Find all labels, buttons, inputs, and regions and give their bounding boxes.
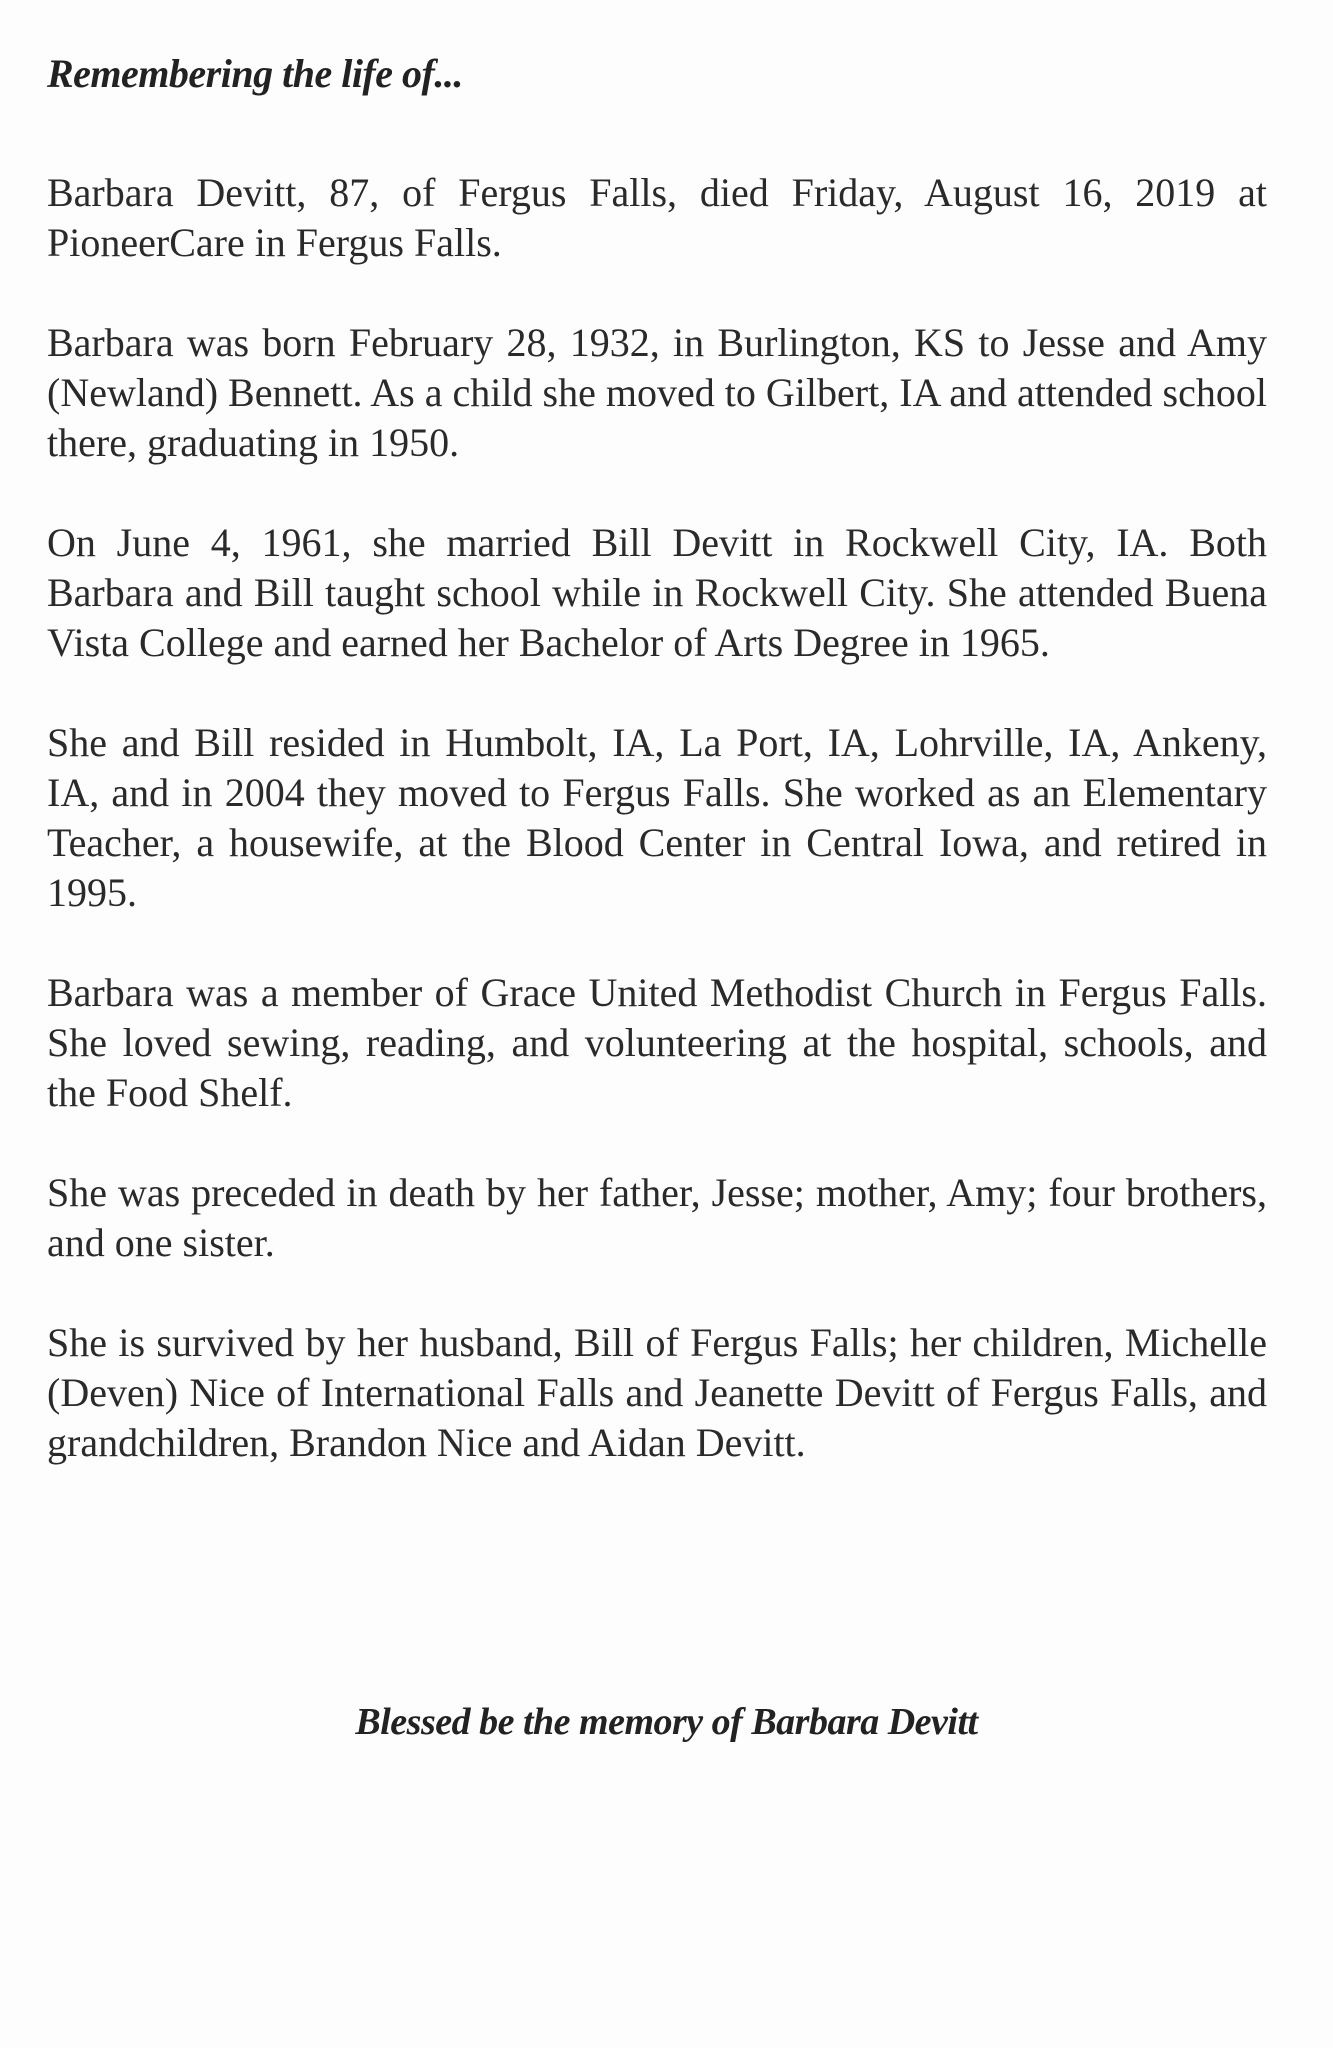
paragraph-residence-career: She and Bill resided in Humbolt, IA, La Port, IA, Lohrville, IA, Ankeny, IA, and in 2004 they moved to Fergus Falls. She worked as an Elementary Teacher, a housewife, at the Blood Center in Central Iowa, and retired in 1995. — [47, 720, 1267, 915]
paragraph-marriage: On June 4, 1961, she married Bill Devitt in Rockwell City, IA. Both Barbara and Bill taught school while in Rockwell City. She attended Buena Vista College and earned her Bachelor of Arts Degree in 1965. — [47, 520, 1267, 665]
paragraph-survived: She is survived by her husband, Bill of Fergus Falls; her children, Michelle (Deven) Nice of International Falls and Jeanette Devitt of Fergus Falls, and grandchildren, Brandon Nice and Aidan Devitt. — [47, 1320, 1267, 1465]
paragraph-birth: Barbara was born February 28, 1932, in Burlington, KS to Jesse and Amy (Newland) Bennett. As a child she moved to Gilbert, IA and attended school there, graduating in 1950. — [47, 320, 1267, 465]
paragraph-death-notice: Barbara Devitt, 87, of Fergus Falls, died Friday, August 16, 2019 at PioneerCare in Fergus Falls. — [47, 170, 1267, 265]
closing-dedication: Blessed be the memory of Barbara Devitt — [355, 1701, 978, 1743]
paragraph-preceded: She was preceded in death by her father, Jesse; mother, Amy; four brothers, and one sister. — [47, 1170, 1267, 1265]
obituary-body — [47, 168, 1267, 1518]
page-heading: Remembering the life of... — [47, 51, 463, 96]
paragraph-church-hobbies: Barbara was a member of Grace United Methodist Church in Fergus Falls. She loved sewing, reading, and volunteering at the hospital, schools, and the Food Shelf. — [47, 970, 1267, 1115]
